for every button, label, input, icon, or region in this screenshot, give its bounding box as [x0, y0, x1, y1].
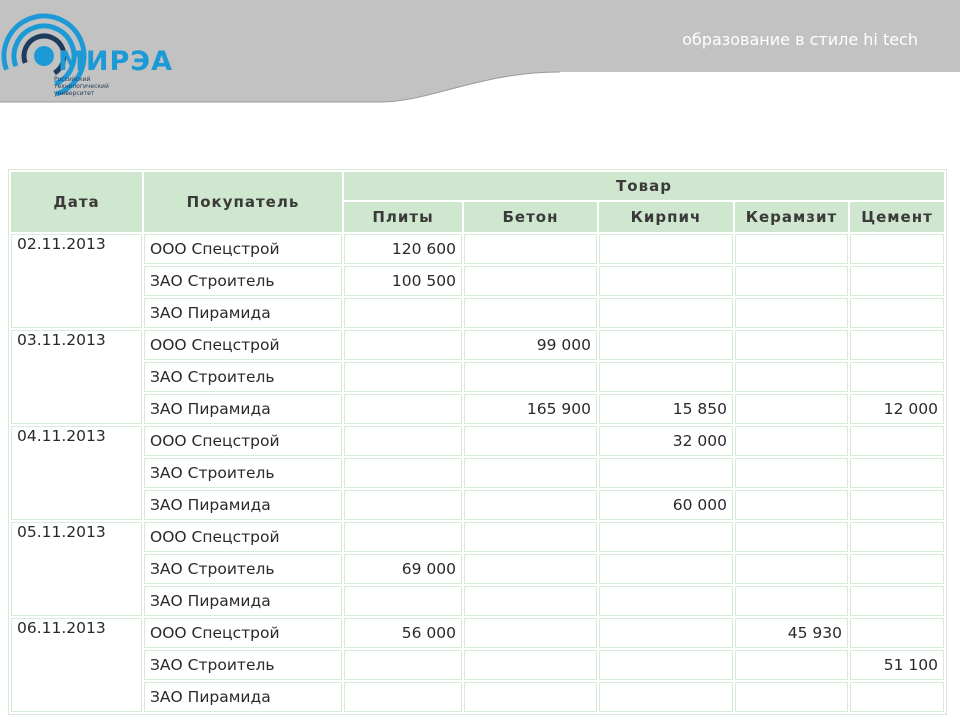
value-cell — [464, 618, 597, 648]
value-cell — [599, 650, 733, 680]
buyer-cell: ООО Спецстрой — [144, 330, 342, 360]
header-goods-beton: Бетон — [464, 202, 597, 232]
value-cell: 120 600 — [344, 234, 462, 264]
value-cell: 12 000 — [850, 394, 944, 424]
value-cell — [464, 586, 597, 616]
logo-title: МИРЭА — [58, 46, 173, 77]
value-cell: 15 850 — [599, 394, 733, 424]
value-cell — [735, 234, 848, 264]
buyer-cell: ООО Спецстрой — [144, 618, 342, 648]
value-cell — [464, 554, 597, 584]
buyer-cell: ООО Спецстрой — [144, 234, 342, 264]
table-row — [11, 426, 944, 456]
value-cell — [344, 458, 462, 488]
value-cell — [464, 298, 597, 328]
value-cell — [599, 362, 733, 392]
value-cell — [735, 426, 848, 456]
buyer-cell: ЗАО Строитель — [144, 554, 342, 584]
header-goods-cement: Цемент — [850, 202, 944, 232]
table-row — [11, 394, 944, 424]
header-goods-keramzit: Керамзит — [735, 202, 848, 232]
buyer-cell: ООО Спецстрой — [144, 426, 342, 456]
value-cell — [599, 330, 733, 360]
buyer-cell: ЗАО Строитель — [144, 266, 342, 296]
value-cell — [599, 266, 733, 296]
table-row — [11, 298, 944, 328]
table-body — [11, 234, 944, 712]
logo-subtitle: Российский технологический университет — [54, 76, 109, 97]
value-cell — [850, 330, 944, 360]
date-cell: 06.11.2013 — [11, 618, 142, 712]
value-cell — [599, 522, 733, 552]
value-cell — [344, 298, 462, 328]
value-cell — [464, 266, 597, 296]
value-cell — [735, 682, 848, 712]
value-cell: 60 000 — [599, 490, 733, 520]
value-cell — [850, 490, 944, 520]
header-goods-kirpich: Кирпич — [599, 202, 733, 232]
value-cell — [850, 266, 944, 296]
mirea-logo — [0, 0, 173, 106]
date-cell: 05.11.2013 — [11, 522, 142, 616]
date-cell: 03.11.2013 — [11, 330, 142, 424]
value-cell — [344, 362, 462, 392]
value-cell — [344, 394, 462, 424]
value-cell — [464, 650, 597, 680]
value-cell — [850, 522, 944, 552]
table-row — [11, 362, 944, 392]
value-cell — [344, 522, 462, 552]
value-cell — [850, 554, 944, 584]
value-cell — [735, 458, 848, 488]
table-row — [11, 618, 944, 648]
value-cell — [735, 394, 848, 424]
table-row — [11, 554, 944, 584]
value-cell — [344, 586, 462, 616]
table-row — [11, 586, 944, 616]
header-goods-plity: Плиты — [344, 202, 462, 232]
value-cell: 100 500 — [344, 266, 462, 296]
table-row — [11, 522, 944, 552]
value-cell — [850, 426, 944, 456]
value-cell: 99 000 — [464, 330, 597, 360]
value-cell — [735, 650, 848, 680]
value-cell: 165 900 — [464, 394, 597, 424]
value-cell: 56 000 — [344, 618, 462, 648]
value-cell — [735, 490, 848, 520]
value-cell — [599, 586, 733, 616]
value-cell — [464, 522, 597, 552]
table-row — [11, 330, 944, 360]
value-cell — [344, 682, 462, 712]
value-cell — [599, 554, 733, 584]
sales-table — [8, 169, 947, 715]
buyer-cell: ЗАО Строитель — [144, 650, 342, 680]
value-cell — [850, 234, 944, 264]
value-cell — [464, 458, 597, 488]
table-row — [11, 458, 944, 488]
value-cell — [599, 682, 733, 712]
page-header — [0, 0, 960, 110]
value-cell — [735, 266, 848, 296]
header-date: Дата — [11, 172, 142, 232]
value-cell — [464, 426, 597, 456]
value-cell — [850, 586, 944, 616]
value-cell — [850, 362, 944, 392]
buyer-cell: ЗАО Строитель — [144, 362, 342, 392]
date-cell: 04.11.2013 — [11, 426, 142, 520]
value-cell — [735, 522, 848, 552]
value-cell — [464, 490, 597, 520]
value-cell — [344, 490, 462, 520]
value-cell — [344, 426, 462, 456]
value-cell — [464, 234, 597, 264]
value-cell — [850, 298, 944, 328]
value-cell — [599, 458, 733, 488]
value-cell — [850, 682, 944, 712]
value-cell: 51 100 — [850, 650, 944, 680]
buyer-cell: ООО Спецстрой — [144, 522, 342, 552]
date-cell: 02.11.2013 — [11, 234, 142, 328]
buyer-cell: ЗАО Строитель — [144, 458, 342, 488]
value-cell: 69 000 — [344, 554, 462, 584]
value-cell: 45 930 — [735, 618, 848, 648]
value-cell — [850, 618, 944, 648]
tagline: образование в стиле hi tech — [682, 30, 918, 49]
value-cell — [599, 298, 733, 328]
value-cell — [599, 234, 733, 264]
table-row — [11, 650, 944, 680]
value-cell: 32 000 — [599, 426, 733, 456]
buyer-cell: ЗАО Пирамида — [144, 586, 342, 616]
buyer-cell: ЗАО Пирамида — [144, 298, 342, 328]
value-cell — [344, 650, 462, 680]
value-cell — [735, 330, 848, 360]
buyer-cell: ЗАО Пирамида — [144, 682, 342, 712]
value-cell — [735, 298, 848, 328]
header-goods-group: Товар — [344, 172, 944, 200]
header-buyer: Покупатель — [144, 172, 342, 232]
value-cell — [464, 362, 597, 392]
table-row — [11, 682, 944, 712]
value-cell — [735, 362, 848, 392]
value-cell — [599, 618, 733, 648]
value-cell — [735, 586, 848, 616]
buyer-cell: ЗАО Пирамида — [144, 490, 342, 520]
buyer-cell: ЗАО Пирамида — [144, 394, 342, 424]
value-cell — [850, 458, 944, 488]
table-row — [11, 234, 944, 264]
value-cell — [464, 682, 597, 712]
table-row — [11, 266, 944, 296]
value-cell — [735, 554, 848, 584]
value-cell — [344, 330, 462, 360]
table-row — [11, 490, 944, 520]
